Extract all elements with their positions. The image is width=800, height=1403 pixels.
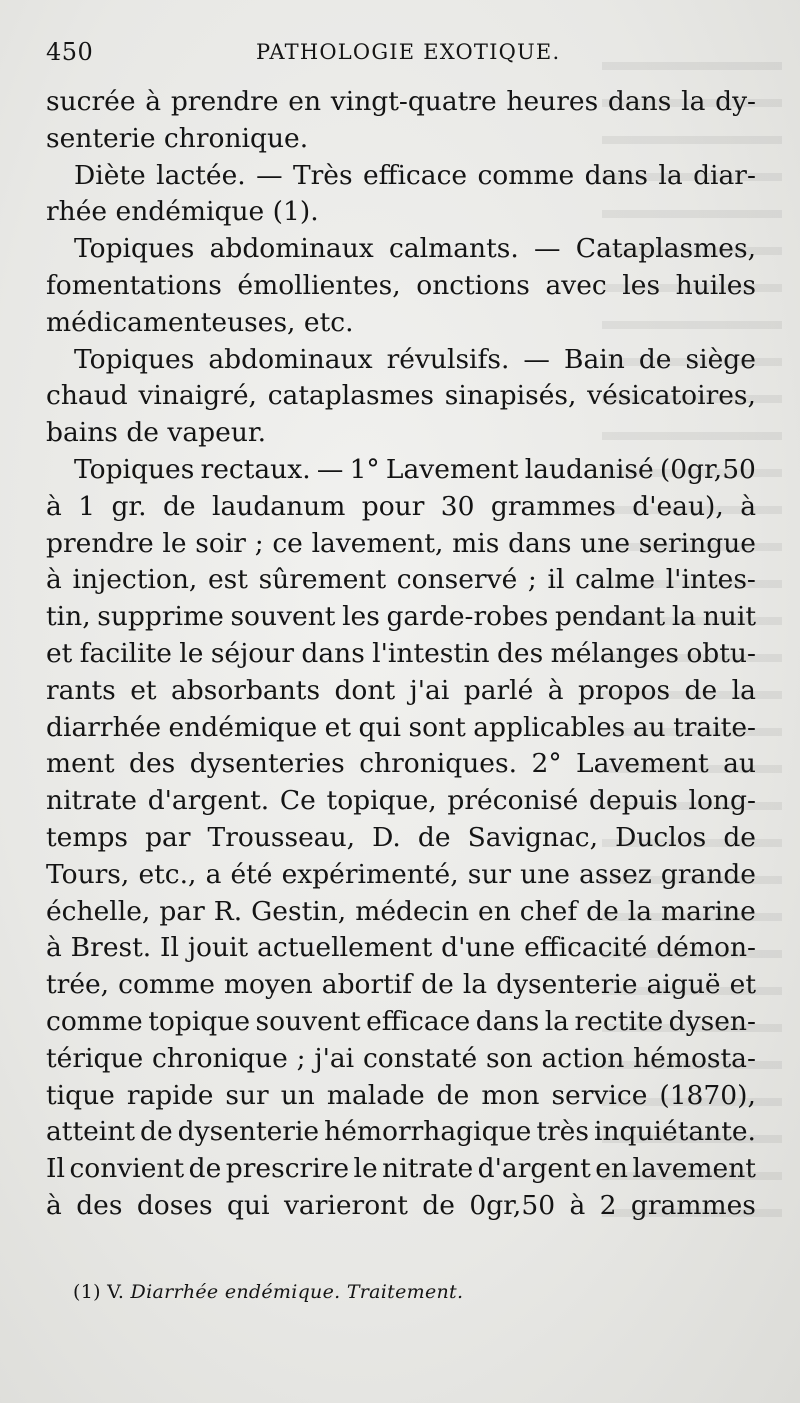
page-header	[46, 38, 756, 70]
text-line: tin, supprime souvent les garde-robes pendant la nuit	[46, 601, 756, 633]
text-line: médicamenteuses, etc.	[46, 306, 354, 338]
text-line: térique chronique ; j'ai constaté son action hémosta-	[46, 1042, 756, 1074]
body-text	[46, 84, 756, 1225]
text-line: fomentations émollientes, onctions avec les huiles	[46, 269, 756, 301]
text-line: bains de vapeur.	[46, 417, 267, 449]
text-line: échelle, par R. Gestin, médecin en chef de la marine	[46, 895, 756, 927]
running-title: PATHOLOGIE EXOTIQUE.	[256, 40, 561, 64]
text-line: Diète lactée. — Très efficace comme dans la diar-	[74, 159, 756, 191]
text-line: diarrhée endémique et qui sont applicables au traite-	[46, 711, 756, 743]
text-line: sucrée à prendre en vingt-quatre heures dans la dy-	[46, 86, 756, 117]
text-line: Topiques abdominaux révulsifs. — Bain de siège	[74, 343, 756, 375]
text-line: comme topique souvent efficace dans la rectite dysen-	[46, 1005, 756, 1037]
text-line: Il convient de prescrire le nitrate d'argent en lavement	[46, 1153, 756, 1185]
text-line: temps par Trousseau, D. de Savignac, Duclos de	[46, 821, 756, 853]
text-line: à 1 gr. de laudanum pour 30 grammes d'eau), à	[46, 490, 756, 522]
text-line: Topiques rectaux. — 1° Lavement laudanisé (0gr,50	[74, 453, 756, 485]
text-line: et facilite le séjour dans l'intestin des mélanges obtu-	[46, 637, 756, 669]
footnote-text: Diarrhée endémique. Traitement.	[130, 1281, 464, 1303]
text-line: prendre le soir ; ce lavement, mis dans une seringue	[46, 527, 756, 559]
text-line: Topiques abdominaux calmants. — Cataplasmes,	[74, 233, 756, 265]
text-line: à des doses qui varieront de 0gr,50 à 2 grammes	[46, 1189, 756, 1221]
page-number: 450	[46, 38, 94, 66]
text-line: chaud vinaigré, cataplasmes sinapisés, vésicatoires,	[46, 380, 756, 412]
text-line: rhée endémique (1).	[46, 196, 319, 228]
text-line: rants et absorbants dont j'ai parlé à propos de la	[46, 674, 756, 706]
text-line: à injection, est sûrement conservé ; il calme l'intes-	[46, 564, 756, 596]
text-line: trée, comme moyen abortif de la dysenterie aiguë et	[46, 969, 756, 1001]
footnote-marker: (1) V.	[73, 1281, 125, 1303]
text-line: ment des dysenteries chroniques. 2° Lavement au	[46, 748, 756, 780]
text-line: atteint de dysenterie hémorrhagique très inquiétante.	[46, 1116, 756, 1148]
text-line: nitrate d'argent. Ce topique, préconisé depuis long-	[46, 785, 756, 817]
text-line: à Brest. Il jouit actuellement d'une efficacité démon-	[46, 932, 756, 964]
text-line: tique rapide sur un malade de mon service (1870),	[46, 1079, 756, 1111]
text-line: senterie chronique.	[46, 122, 309, 154]
footnote	[73, 1281, 463, 1303]
text-line: Tours, etc., a été expérimenté, sur une assez grande	[46, 858, 756, 890]
